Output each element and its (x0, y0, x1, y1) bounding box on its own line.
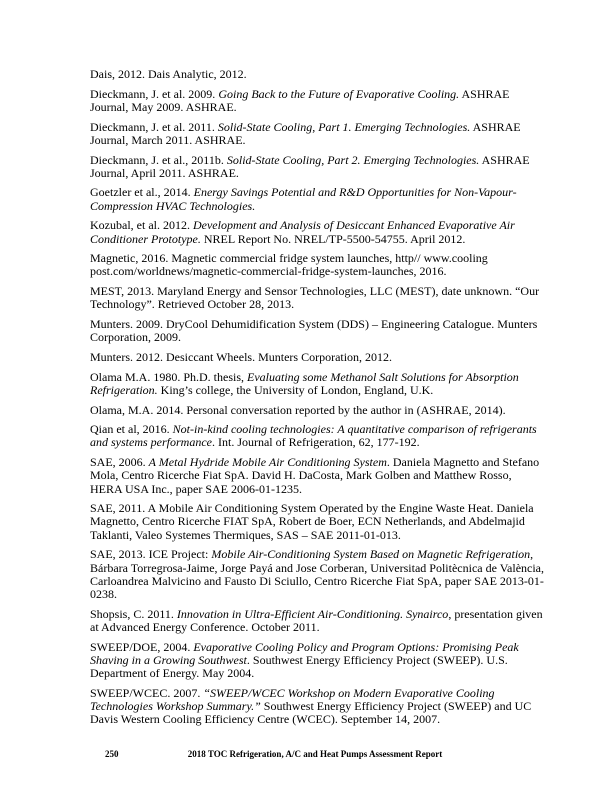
reference-title-italic: “SWEEP/WCEC Workshop on Modern Evaporative Cooling Technologies Workshop Summary.” (90, 685, 495, 713)
reference-entry (90, 456, 545, 496)
reference-entry (90, 186, 545, 212)
reference-entry (90, 68, 545, 81)
reference-text: King’s college, the University of London, England, U.K. (157, 382, 434, 397)
reference-text: , presentation given at Advanced Energy Conference. October 2011. (90, 606, 543, 634)
reference-text: NREL Report No. NREL/TP-5500-54755. April 2012. (200, 231, 466, 246)
reference-title-italic: Energy Savings Potential and R&D Opportunities for Non-Vapour-Compression HVAC Technologies. (90, 185, 517, 213)
reference-title-italic: Going Back to the Future of Evaporative Cooling. (218, 86, 460, 101)
reference-title-italic: Mobile Air-Conditioning System Based on Magnetic Refrigeration (211, 547, 531, 562)
reference-text: Olama, M.A. 2014. Personal conversation reported by the author in (ASHRAE, 2014). (90, 402, 506, 417)
reference-text: Dieckmann, J. et al., 2011b. (90, 152, 227, 167)
reference-entry (90, 285, 545, 311)
reference-text: SWEEP/DOE, 2004. (90, 639, 194, 654)
reference-entry (90, 548, 545, 601)
reference-text: . Int. Journal of Refrigeration, 62, 177-192. (211, 435, 420, 450)
reference-text: Olama M.A. 1980. Ph.D. thesis, (90, 369, 247, 384)
reference-entry (90, 154, 545, 180)
reference-text: Munters. 2012. Desiccant Wheels. Munters Corporation, 2012. (90, 349, 393, 364)
reference-text: SAE, 2006. (90, 455, 149, 470)
reference-text: Munters. 2009. DryCool Dehumidification System (DDS) – Engineering Catalogue. Munters Corporation, 2009. (90, 317, 538, 345)
reference-text: Kozubal, et al. 2012. (90, 218, 193, 233)
reference-text: Shopsis, C. 2011. (90, 606, 177, 621)
reference-text: Dieckmann, J. et al. 2011. (90, 119, 218, 134)
reference-text: ASHRAE Journal, March 2011. ASHRAE. (90, 119, 521, 147)
reference-text: . Southwest Energy Efficiency Project (SWEEP). U.S. Department of Energy. May 2004. (90, 652, 508, 681)
reference-entry (90, 252, 545, 278)
reference-text: ASHRAE Journal, May 2009. ASHRAE. (90, 86, 510, 114)
page-footer (90, 749, 540, 761)
page-number: 250 (105, 749, 119, 759)
reference-entry (90, 351, 545, 364)
reference-text: SAE, 2011. A Mobile Air Conditioning System Operated by the Engine Waste Heat. Daniela Magnetto, Centro Ricerche FIAT SpA, Robert de Boer, ECN Netherlands, and Abdelmajid Taklanti, Valeo Systemes Thermiques, SAS – SAE 2011-01-013. (90, 501, 534, 542)
reference-entry (90, 219, 545, 245)
reference-text: SAE, 2013. ICE Project: (90, 547, 212, 562)
reference-text: Goetzler et al., 2014. (90, 185, 194, 200)
reference-entry (90, 608, 545, 634)
reference-text: SWEEP/WCEC. 2007. (90, 685, 204, 700)
reference-title-italic: Solid-State Cooling, Part 1. Emerging Technologies. (217, 119, 471, 134)
reference-entry (90, 88, 545, 114)
reference-text: MEST, 2013. Maryland Energy and Sensor Technologies, LLC (MEST), date unknown. “Our Technology”. Retrieved October 28, 2013. (90, 284, 540, 312)
reference-text: . Daniela Magnetto and Stefano Mola, Centro Ricerche Fiat SpA. David H. DaCosta, Mark Golben and Matthew Rosso, HERA USA Inc., paper SAE 2006-01-1235. (90, 455, 540, 496)
reference-title-italic: Evaluating some Methanol Salt Solutions for Absorption Refrigeration. (90, 369, 519, 397)
reference-text: Magnetic, 2016. Magnetic commercial fridge system launches, http// www.cooling post.com/worldnews/magnetic-commercial-fridge-system-launches, 2016. (90, 251, 488, 279)
reference-entry (90, 371, 545, 397)
reference-text: Qian et al, 2016. (90, 422, 173, 437)
reference-entry (90, 404, 545, 417)
reference-title-italic: Innovation in Ultra-Efficient Air-Conditioning. Synairco (176, 606, 449, 621)
reference-entry (90, 121, 545, 147)
reference-title-italic: A Metal Hydride Mobile Air Conditioning System (148, 455, 387, 470)
reference-entry (90, 423, 545, 449)
reference-title-italic: Evaporative Cooling Policy and Program Options: Promising Peak Shaving in a Growing Southwest (90, 639, 519, 667)
reference-entry (90, 502, 545, 542)
reference-entry (90, 687, 545, 727)
reference-text: ASHRAE Journal, April 2011. ASHRAE. (90, 152, 530, 180)
reference-title-italic: Solid-State Cooling, Part 2. Emerging Technologies. (226, 152, 480, 167)
reference-text: Dais, 2012. Dais Analytic, 2012. (90, 67, 247, 81)
reference-text: , Bárbara Torregrosa-Jaime, Jorge Payá and Jose Corberan, Universitad Politècnica de València, Carloandrea Malvicino and Fausto Di Sciullo, Centro Ricerche Fiat SpA, paper SAE 2013-01-0238. (90, 547, 545, 601)
reference-text: Dieckmann, J. et al. 2009. (90, 86, 219, 101)
reference-entry (90, 318, 545, 344)
reference-text: Southwest Energy Efficiency Project (SWEEP) and UC Davis Western Cooling Efficiency Centre (WCEC). September 14, 2007. (90, 698, 532, 727)
footer-report-title: 2018 TOC Refrigeration, A/C and Heat Pumps Assessment Report (187, 749, 443, 759)
reference-title-italic: Not-in-kind cooling technologies: A quantitative comparison of refrigerants and systems performance (90, 422, 537, 450)
reference-entry (90, 641, 545, 681)
references-list (90, 68, 545, 733)
reference-title-italic: Development and Analysis of Desiccant Enhanced Evaporative Air Conditioner Prototype. (90, 218, 515, 246)
